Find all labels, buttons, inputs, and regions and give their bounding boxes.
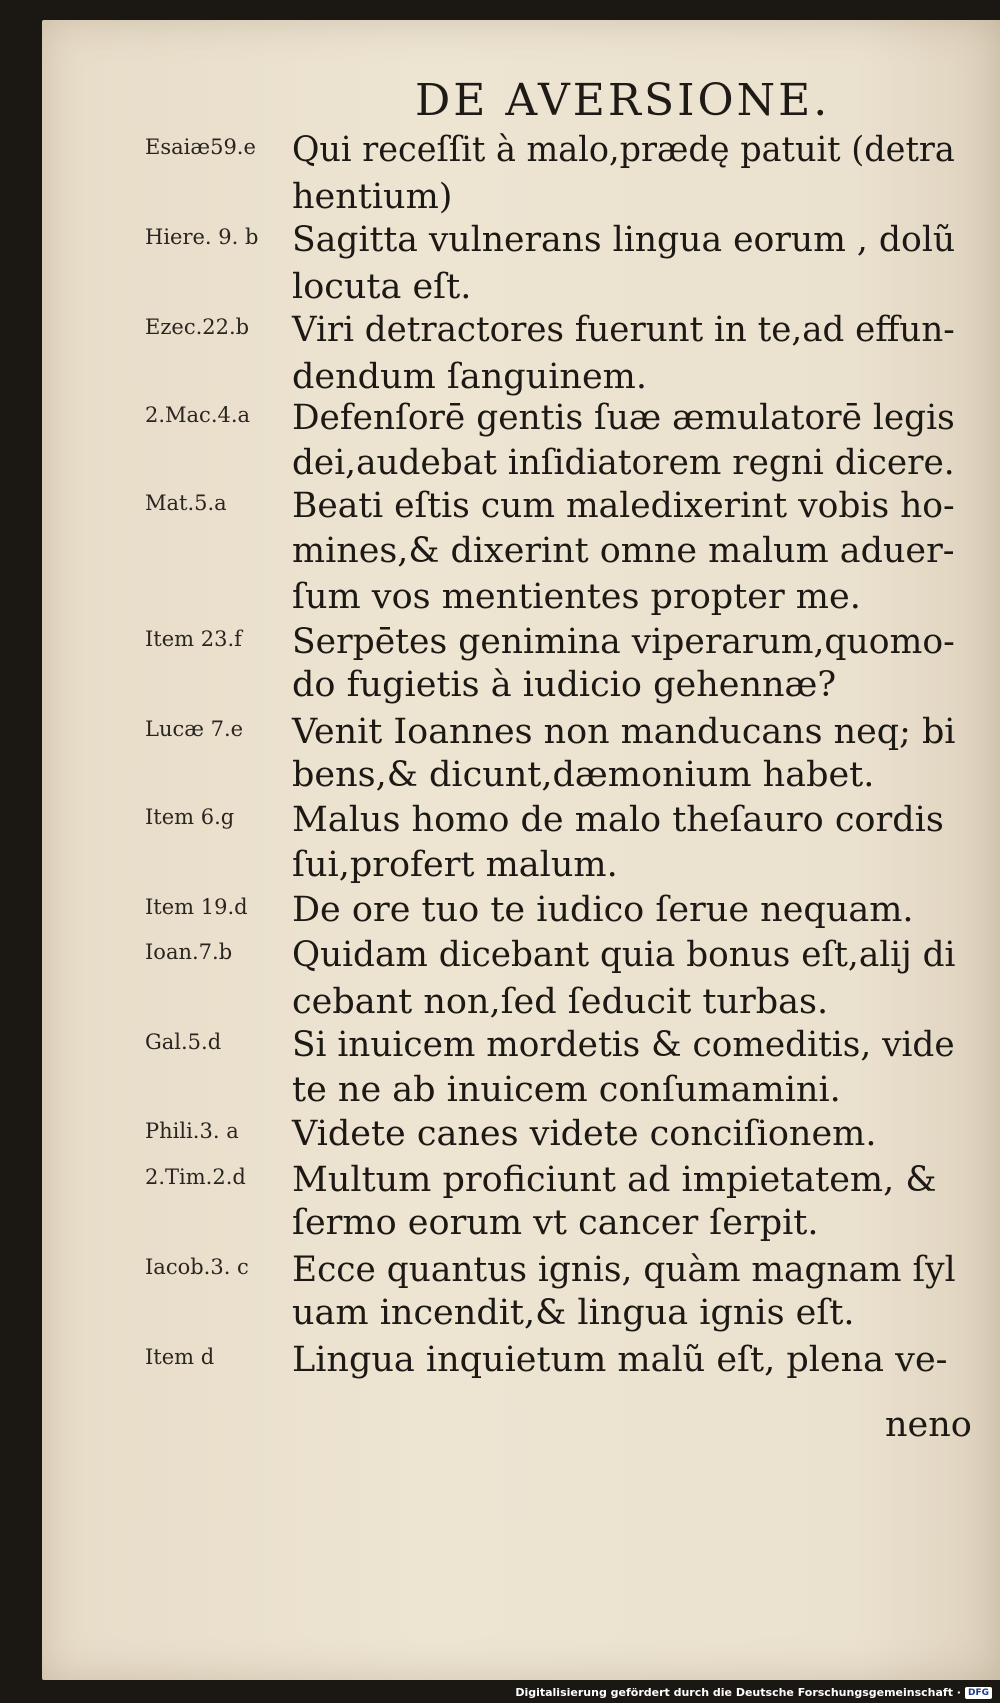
dfg-logo: DFG bbox=[965, 1687, 992, 1699]
text-line: cebant non,ſed ſeducit turbas. bbox=[292, 982, 829, 1022]
marginal-reference: Iacob.3. c bbox=[145, 1255, 249, 1279]
text-line: Ecce quantus ignis, quàm magnam ſyl bbox=[292, 1250, 956, 1290]
text-line: Lingua inquietum malũ eſt, plena ve- bbox=[292, 1340, 948, 1380]
text-line: uam incendit,& lingua ignis eſt. bbox=[292, 1293, 855, 1333]
text-line: Venit Ioannes non manducans neq; bi bbox=[292, 712, 956, 752]
page-title: DE AVERSIONE. bbox=[415, 75, 831, 126]
text-line: De ore tuo te iudico ſerue nequam. bbox=[292, 890, 914, 930]
text-line: Si inuicem mordetis & comeditis, vide bbox=[292, 1025, 955, 1065]
text-line: mines,& dixerint omne malum aduer- bbox=[292, 531, 955, 571]
text-line: locuta eſt. bbox=[292, 267, 472, 307]
marginal-reference: Phili.3. a bbox=[145, 1119, 239, 1143]
text-line: Defenſorē gentis ſuæ æmulatorē legis bbox=[292, 398, 955, 438]
text-line: ſermo eorum vt cancer ſerpit. bbox=[292, 1203, 819, 1243]
marginal-reference: Ioan.7.b bbox=[145, 940, 233, 964]
catchword: neno bbox=[885, 1405, 972, 1445]
text-line: Qui receſſit à malo,prædę patuit (detra bbox=[292, 130, 955, 170]
text-line: Beati eſtis cum maledixerint vobis ho- bbox=[292, 486, 955, 526]
marginal-reference: Ezec.22.b bbox=[145, 315, 250, 339]
marginal-reference: Lucæ 7.e bbox=[145, 717, 244, 741]
marginal-reference: Item d bbox=[145, 1345, 215, 1369]
marginal-reference: Item 6.g bbox=[145, 805, 235, 829]
text-line: te ne ab inuicem conſumamini. bbox=[292, 1070, 841, 1110]
footer-text: Digitalisierung gefördert durch die Deutsche Forschungsgemeinschaft · bbox=[515, 1686, 961, 1699]
text-line: Viri detractores fuerunt in te,ad effun- bbox=[292, 310, 955, 350]
marginal-reference: Item 23.f bbox=[145, 627, 242, 651]
text-line: Videte canes videte conciſionem. bbox=[292, 1114, 877, 1154]
marginal-reference: 2.Mac.4.a bbox=[145, 403, 251, 427]
text-line: Quidam dicebant quia bonus eſt,alij di bbox=[292, 935, 956, 975]
marginal-reference: Item 19.d bbox=[145, 895, 248, 919]
text-line: Malus homo de malo theſauro cordis bbox=[292, 800, 944, 840]
text-line: Sagitta vulnerans lingua eorum , dolũ bbox=[292, 220, 956, 260]
text-line: ſum vos mentientes propter me. bbox=[292, 577, 861, 617]
text-line: do fugietis à iudicio gehennæ? bbox=[292, 665, 837, 705]
text-line: Serpētes genimina viperarum,quomo- bbox=[292, 622, 955, 662]
marginal-reference: Gal.5.d bbox=[145, 1030, 222, 1054]
text-line: ſui,profert malum. bbox=[292, 845, 618, 885]
marginal-reference: 2.Tim.2.d bbox=[145, 1165, 246, 1189]
digitization-footer bbox=[515, 1686, 992, 1699]
text-line: hentium) bbox=[292, 177, 453, 217]
marginal-reference: Mat.5.a bbox=[145, 491, 227, 515]
marginal-reference: Esaiæ59.e bbox=[145, 135, 256, 159]
text-line: dei,audebat inſidiatorem regni dicere. bbox=[292, 443, 955, 483]
marginal-reference: Hiere. 9. b bbox=[145, 225, 259, 249]
text-line: dendum ſanguinem. bbox=[292, 357, 647, 397]
text-line: Multum proficiunt ad impietatem, & bbox=[292, 1160, 937, 1200]
text-line: bens,& dicunt,dæmonium habet. bbox=[292, 755, 875, 795]
